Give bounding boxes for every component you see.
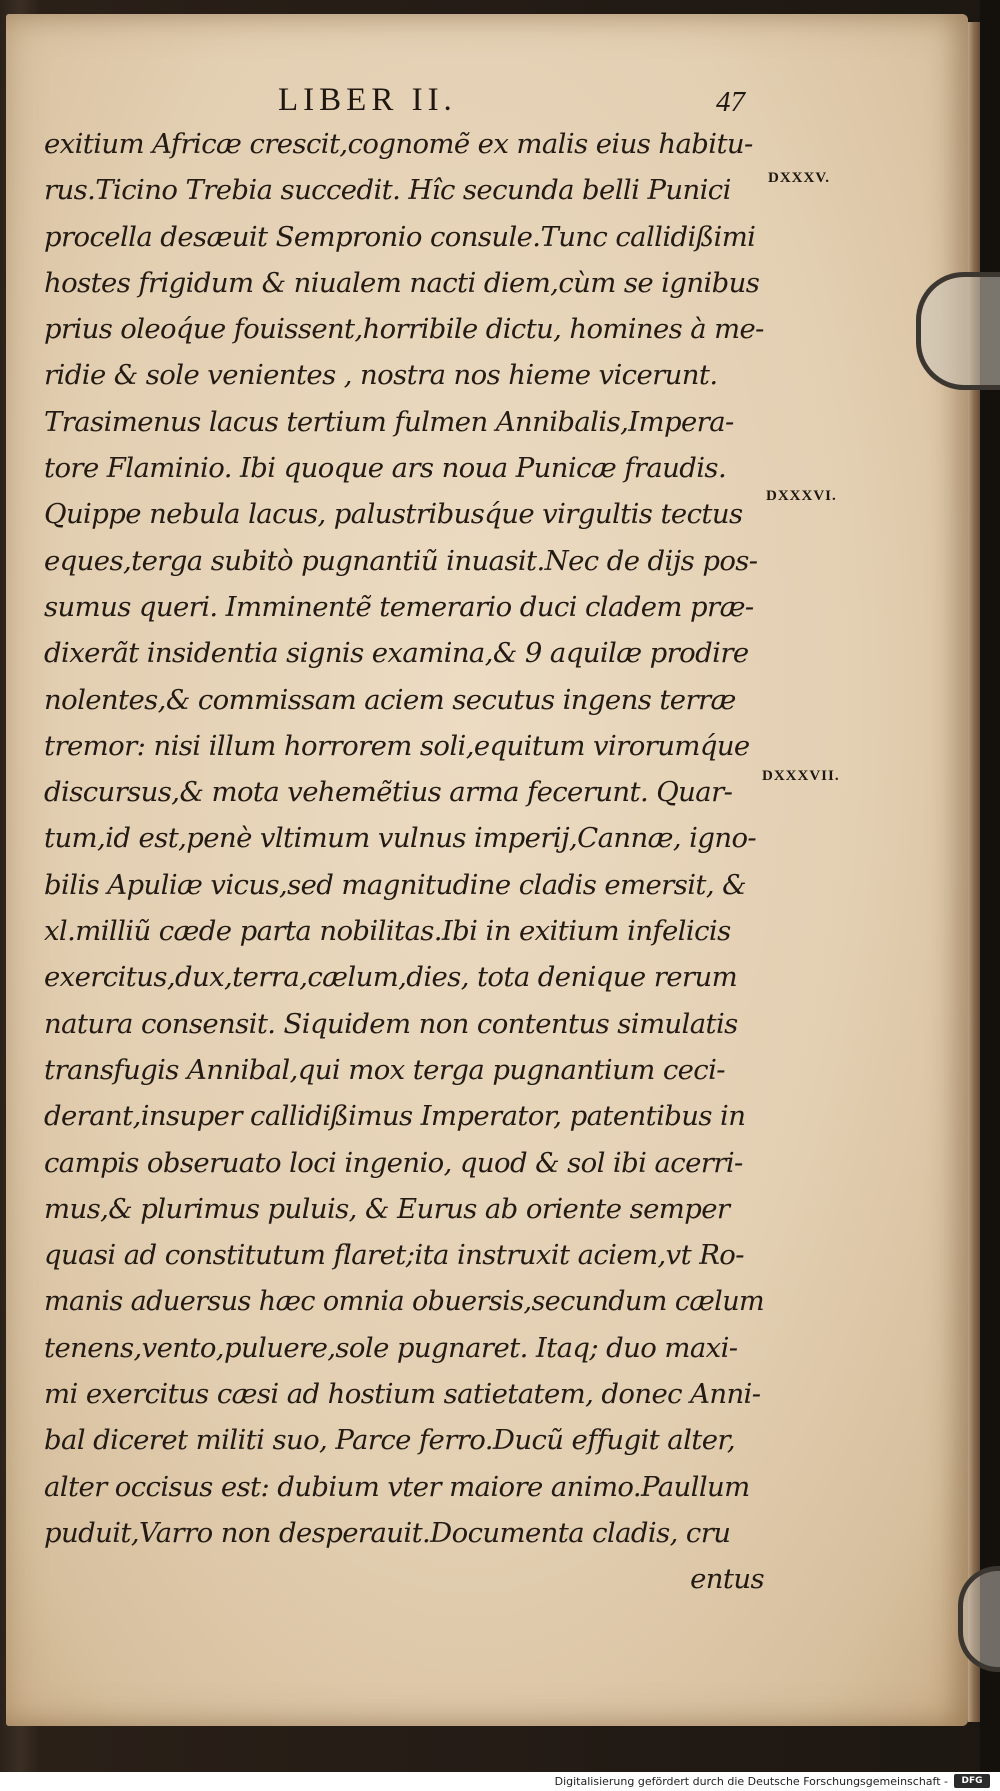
text-line: nolentes,& commissam aciem secutus ingens terræ xyxy=(44,683,736,716)
margin-note: DXXXV. xyxy=(768,170,830,186)
text-line: derant,insuper callidißimus Imperator, patentibus in xyxy=(44,1100,746,1133)
dfg-logo: DFG xyxy=(954,1774,990,1788)
text-line: hostes frigidum & niualem nacti diem,cùm se ignibus xyxy=(44,266,760,299)
book-spine xyxy=(980,0,1000,1791)
body-text xyxy=(44,121,764,1603)
text-line: Trasimenus lacus tertium fulmen Annibalis,Impera- xyxy=(44,405,734,438)
text-line: tenens,vento,puluere,sole pugnaret. Itaq; duo maxi- xyxy=(44,1331,738,1364)
text-line: bal diceret militi suo, Parce ferro.Ducũ effugit alter, xyxy=(44,1424,736,1457)
text-line: mus,& plurimus puluis, & Eurus ab oriente semper xyxy=(44,1192,730,1225)
text-line: rus.Ticino Trebia succedit. Hîc secunda belli Punici xyxy=(44,174,731,207)
running-head: LIBER II. xyxy=(278,82,457,118)
text-line: sumus queri. Imminentẽ temerario duci cladem præ- xyxy=(44,590,754,623)
text-line: tum,id est,penè vltimum vulnus imperij,Cannæ, igno- xyxy=(44,822,757,855)
text-line: ridie & sole venientes , nostra nos hieme vicerunt. xyxy=(44,359,718,392)
catchword: entus xyxy=(690,1563,764,1596)
text-line: eques,terga subitò pugnantiũ inuasit.Nec de dijs pos- xyxy=(44,544,758,577)
text-line: mi exercitus cæsi ad hostium satietatem, donec Anni- xyxy=(44,1378,761,1411)
text-line: discursus,& mota vehemẽtius arma fecerunt. Quar- xyxy=(44,776,733,809)
margin-note: DXXXVI. xyxy=(766,488,837,504)
text-line: puduit,Varro non desperauit.Documenta cladis, cru xyxy=(44,1516,731,1549)
text-line: tremor: nisi illum horrorem soli,equitum virorumq́ue xyxy=(44,729,750,762)
text-line: Quippe nebula lacus, palustribusq́ue virgultis tectus xyxy=(44,498,743,531)
text-line: prius oleoq́ue fouissent,horribile dictu, homines à me- xyxy=(44,313,764,346)
clamp-tab-top xyxy=(916,272,1000,390)
text-line: campis obseruato loci ingenio, quod & sol ibi acerri- xyxy=(44,1146,743,1179)
text-line: natura consensit. Siquidem non contentus simulatis xyxy=(44,1007,738,1040)
text-line: manis aduersus hæc omnia obuersis,secundum cælum xyxy=(44,1285,765,1318)
text-line: procella desæuit Sempronio consule.Tunc callidißimi xyxy=(44,220,756,253)
footer-credit: Digitalisierung gefördert durch die Deutsche Forschungsgemeinschaft - xyxy=(554,1775,948,1788)
text-line: transfugis Annibal,qui mox terga pugnantium ceci- xyxy=(44,1053,725,1086)
text-line: xl.milliũ cæde parta nobilitas.Ibi in exitium infelicis xyxy=(44,915,731,948)
text-line: dixerãt insidentia signis examina,& 9 aquilæ prodire xyxy=(44,637,749,670)
text-line: tore Flaminio. Ibi quoque ars noua Punicæ fraudis. xyxy=(44,452,727,485)
text-line: quasi ad constitutum flaret;ita instruxit aciem,vt Ro- xyxy=(44,1239,744,1272)
margin-note: DXXXVII. xyxy=(762,768,840,784)
text-line: exercitus,dux,terra,cælum,dies, tota denique rerum xyxy=(44,961,738,994)
page-number: 47 xyxy=(716,86,745,118)
text-line: exitium Africæ crescit,cognomẽ ex malis eius habitu- xyxy=(44,128,753,160)
text-line: bilis Apuliæ vicus,sed magnitudine cladis emersit, & xyxy=(44,868,747,901)
text-line: alter occisus est: dubium vter maiore animo.Paullum xyxy=(44,1470,750,1503)
